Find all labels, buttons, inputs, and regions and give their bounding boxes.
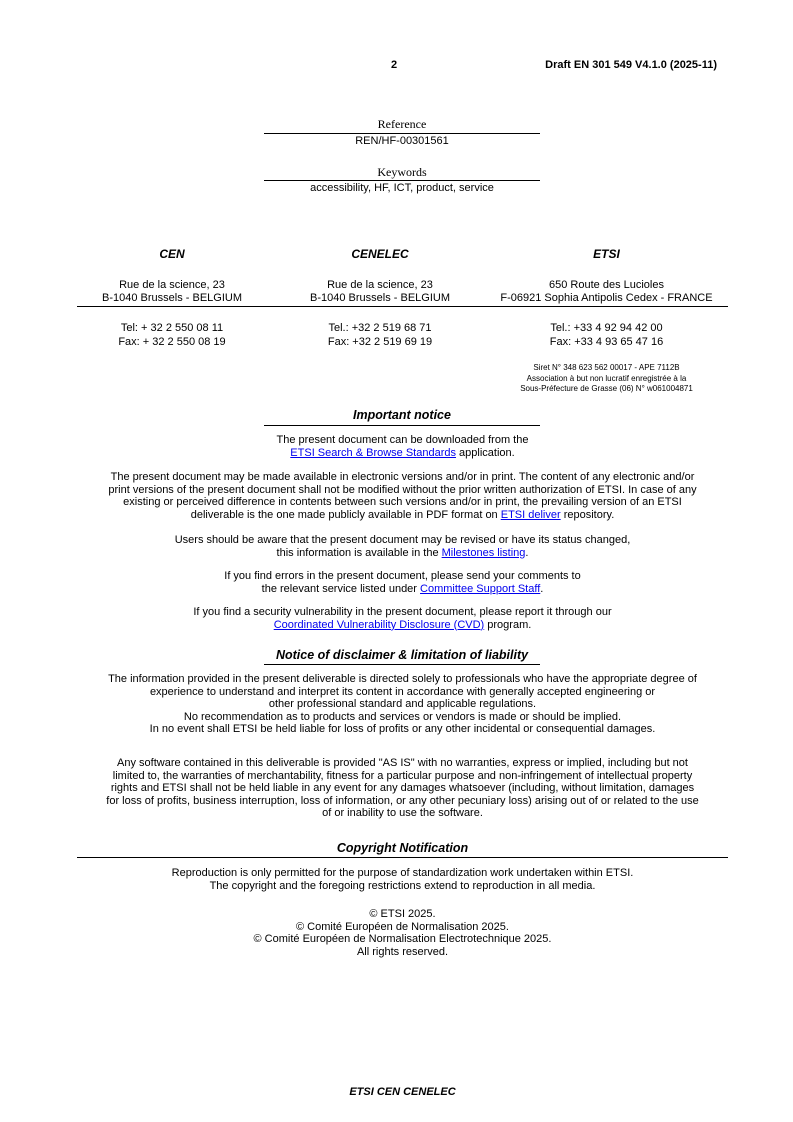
versions-line-3: existing or perceived difference in contents between such versions and/or in print, the prevailing version of an ETSI [123,496,682,509]
page-footer: ETSI CEN CENELEC [349,1086,456,1098]
security-paragraph [77,606,728,631]
org-cenelec-name: CENELEC [351,247,409,261]
disclaimer-p2-line-3: rights and ETSI shall not be held liable in any event for any damages whatsoever (including, without limitation, damages [110,782,695,795]
reference-label: Reference [377,117,427,131]
download-paragraph [77,434,728,459]
disclaimer-title: Notice of disclaimer & limitation of liability [275,648,529,662]
page-number: 2 [391,59,398,71]
milestones-link[interactable]: Milestones listing [441,546,526,559]
disclaimer-p2-line-4: for loss of profits, business interruption, loss of information, or any other pecuniary loss) arising out of or related to the use [106,794,699,807]
copyright-rule [77,857,728,858]
reference-value: REN/HF-00301561 [355,135,449,147]
download-line-1: The present document can be downloaded from the [276,434,529,446]
important-notice-title: Important notice [353,408,451,422]
aware-line-1: Users should be aware that the present document may be revised or have its status changed, [174,534,631,546]
keywords-rule [264,180,540,181]
org-cen-address-1: Rue de la science, 23 [119,279,225,291]
versions-line-1: The present document may be made available in electronic versions and/or in print. The content of any electronic and/or [110,471,695,483]
copyright-line-2: The copyright and the foregoing restrictions extend to reproduction in all media. [209,879,596,892]
org-cenelec-tel: Tel.: +32 2 519 68 71 [328,322,432,334]
copyright-title: Copyright Notification [336,841,469,855]
org-cen-address-2: B-1040 Brussels - BELGIUM [102,292,242,304]
aware-line-2: this information is available in the Milestones listing. [276,546,529,559]
disclaimer-p2-line-2: limited to, the warranties of merchantability, fitness for a particular purpose and non-infringement of intellectual property [112,769,693,782]
org-etsi-name: ETSI [593,247,620,261]
disclaimer-paragraph-2 [70,757,735,820]
disclaimer-p1-line-1: The information provided in the present deliverable is directed solely to professionals who have the appropriate degree of [108,673,697,685]
etsi-deliver-link[interactable]: ETSI deliver [500,508,561,521]
address-rule [77,306,728,307]
disclaimer-p1-line-4: No recommendation as to products and services or vendors is made or should be implied. [183,710,622,723]
errors-line-2: the relevant service listed under Committee Support Staff. [261,582,544,595]
copyright-notices [77,908,728,958]
disclaimer-rule [264,664,540,665]
copyright-reproduction [77,867,728,892]
committee-support-link[interactable]: Committee Support Staff [420,582,541,595]
etsi-search-link[interactable]: ETSI Search & Browse Standards [290,446,456,459]
org-cen-fax: Fax: + 32 2 550 08 19 [118,336,226,348]
org-cenelec-address-2: B-1040 Brussels - BELGIUM [310,292,450,304]
keywords-label: Keywords [377,165,427,179]
versions-line-4: deliverable is the one made publicly available in PDF format on ETSI deliver repository. [190,508,615,521]
copyright-etsi: © ETSI 2025. [369,908,436,920]
siret-line-1: Siret N° 348 623 562 00017 - APE 7112B [533,363,680,372]
org-cen-name: CEN [159,247,185,261]
reference-rule [264,133,540,134]
siret-line-3: Sous-Préfecture de Grasse (06) N° w061004871 [520,384,693,393]
security-line-1: If you find a security vulnerability in the present document, please report it through our [193,606,612,618]
disclaimer-paragraph-1 [70,673,735,736]
all-rights-reserved: All rights reserved. [356,945,449,958]
aware-paragraph [77,534,728,559]
disclaimer-p1-line-3: other professional standard and applicable regulations. [268,698,537,711]
cvd-link[interactable]: Coordinated Vulnerability Disclosure (CVD) [273,618,485,631]
disclaimer-p1-line-2: experience to understand and interpret its content in accordance with generally accepted engineering or [149,685,656,698]
copyright-line-1: Reproduction is only permitted for the purpose of standardization work undertaken within ETSI. [171,867,634,879]
disclaimer-p2-line-5: of or inability to use the software. [322,807,483,820]
keywords-value: accessibility, HF, ICT, product, service [310,182,494,194]
versions-paragraph [77,471,728,521]
download-line-2: ETSI Search & Browse Standards application. [290,446,515,459]
copyright-cen: © Comité Européen de Normalisation 2025. [296,920,509,933]
errors-paragraph [77,570,728,595]
security-line-2: Coordinated Vulnerability Disclosure (CVD) program. [273,618,532,631]
org-etsi-fax: Fax: +33 4 93 65 47 16 [549,336,664,348]
document-id: Draft EN 301 549 V4.1.0 (2025-11) [545,59,717,71]
org-cenelec-fax: Fax: +32 2 519 69 19 [327,336,433,348]
disclaimer-p2-line-1: Any software contained in this deliverable is provided "AS IS" with no warranties, express or implied, including but not [117,757,688,769]
org-etsi-address-1: 650 Route des Lucioles [549,279,664,291]
errors-line-1: If you find errors in the present document, please send your comments to [224,570,581,582]
siret-line-2: Association à but non lucratif enregistrée à la [526,373,687,383]
org-cenelec-address-1: Rue de la science, 23 [327,279,433,291]
copyright-cenelec: © Comité Européen de Normalisation Electrotechnique 2025. [253,933,552,946]
important-notice-rule [264,425,540,426]
org-etsi-address-2: F-06921 Sophia Antipolis Cedex - FRANCE [500,292,713,304]
disclaimer-p1-line-5: In no event shall ETSI be held liable for loss of profits or any other incidental or consequential damages. [149,723,656,736]
versions-line-2: print versions of the present document shall not be modified without the prior written authorization of ETSI. In case of any [108,483,697,496]
org-cen-tel: Tel: + 32 2 550 08 11 [120,322,224,334]
org-etsi-tel: Tel.: +33 4 92 94 42 00 [550,322,663,334]
siret-block [484,363,729,395]
